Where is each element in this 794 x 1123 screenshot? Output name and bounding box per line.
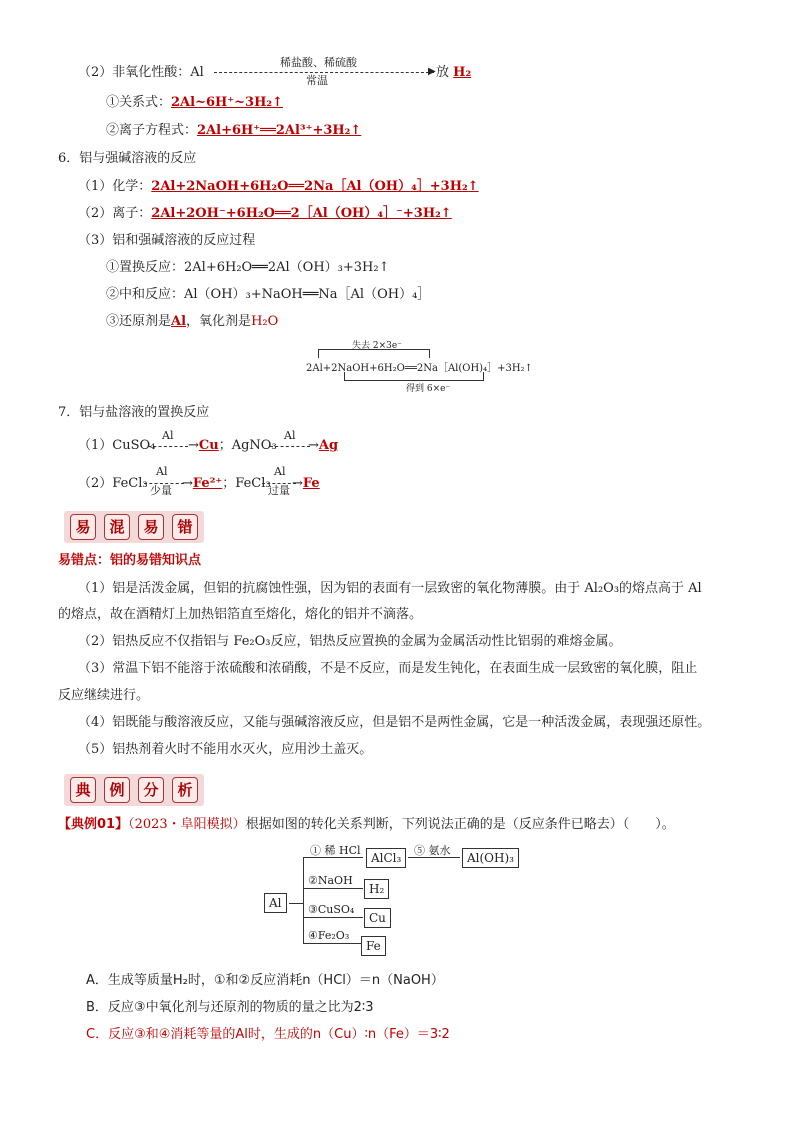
l2-fecl3: （2）FeCl₃ bbox=[78, 476, 148, 491]
l1-b-arrow bbox=[270, 446, 310, 447]
option-a[interactable]: A．生成等质量H₂时，①和②反应消耗n（HCl）＝n（NaOH） bbox=[86, 973, 444, 988]
sec6-title: 6．铝与强碱溶液的反应 bbox=[58, 151, 197, 166]
s2-result-prefix: 放 bbox=[436, 65, 450, 80]
badge1-char-1: 易 bbox=[70, 514, 96, 540]
branch1-label: ① 稀 HCl bbox=[310, 844, 361, 857]
diagram-trunk-v bbox=[303, 857, 304, 943]
s2-arrow-bottom: 常温 bbox=[306, 74, 328, 87]
sec6-ion-label: （2）离子： bbox=[78, 206, 152, 221]
s2-result-value: H₂ bbox=[453, 65, 472, 80]
step3-oxidizer: H₂O bbox=[251, 314, 279, 329]
sec6-ion-value: 2Al+2OH⁻+6H₂O══2［Al（OH）₄］⁻+3H₂↑ bbox=[151, 206, 452, 221]
l2-b-result-wrap: →Fe bbox=[292, 476, 320, 491]
branch4-label: ④Fe₂O₃ bbox=[308, 929, 350, 942]
s2-result bbox=[436, 64, 471, 82]
step3-reducer: Al bbox=[171, 314, 187, 329]
badge-example-analysis bbox=[64, 774, 204, 806]
diagram-trunk-h bbox=[289, 903, 303, 904]
l1-a-result-wrap: →Cu；AgNO₃ bbox=[188, 438, 277, 453]
badge1-char-3: 易 bbox=[138, 514, 164, 540]
example-question bbox=[58, 816, 675, 834]
badge1-char-4: 错 bbox=[172, 514, 198, 540]
sec7-line1 bbox=[78, 437, 155, 455]
diagram-top-label: 失去 2×3e⁻ bbox=[352, 341, 402, 351]
example-tag: 【典例01】 bbox=[58, 817, 129, 832]
branch2-product: H₂ bbox=[364, 879, 389, 899]
l1-b-arrow-label: Al bbox=[284, 429, 296, 442]
branch3-line bbox=[303, 917, 363, 918]
sec6-step3 bbox=[106, 313, 278, 331]
s2-line bbox=[78, 64, 204, 82]
branch1-next-label: ⑤ 氨水 bbox=[414, 844, 451, 857]
example-question-text: 根据如图的转化关系判断，下列说法正确的是（反应条件已略去）（ ）。 bbox=[245, 817, 675, 832]
errors-p1a: （1）铝是活泼金属，但铝的抗腐蚀性强，因为铝的表面有一层致密的氧化物薄膜。由于 Al₂O₃的熔点高于 Al bbox=[78, 581, 702, 596]
errors-p3b: 反应继续进行。 bbox=[58, 688, 150, 703]
branch1-product: AlCl₃ bbox=[366, 848, 406, 868]
l1-cuso4: （1）CuSO₄ bbox=[78, 438, 156, 453]
badge-easy-mistake bbox=[64, 511, 204, 543]
s2-arrow-head: ▶ bbox=[428, 66, 436, 77]
errors-p3a: （3）常温下铝不能溶于浓硫酸和浓硝酸，不是不反应，而是发生钝化，在表面生成一层致密的氧化膜，阻止 bbox=[78, 661, 698, 676]
branch4-line bbox=[303, 943, 361, 944]
l2-a-bot: 少量 bbox=[150, 484, 172, 497]
sec6-ion bbox=[78, 205, 452, 223]
option-c[interactable]: C．反应③和④消耗等量的Al时，生成的n（Cu）∶n（Fe）＝3∶2 bbox=[86, 1027, 450, 1042]
branch4-product: Fe bbox=[361, 936, 386, 956]
errors-p5: （5）铝热剂着火时不能用水灭火，应用沙土盖灭。 bbox=[78, 742, 373, 757]
l2-a-result: Fe²⁺ bbox=[192, 476, 223, 491]
errors-p1b: 的熔点，故在酒精灯上加热铝箔直至熔化，熔化的铝并不滴落。 bbox=[58, 607, 423, 622]
step3-prefix: ③还原剂是 bbox=[106, 314, 172, 329]
relation-label: ①关系式： bbox=[106, 95, 172, 110]
sec6-chem-label: （1）化学： bbox=[78, 179, 152, 194]
sec7-title: 7．铝与盐溶液的置换反应 bbox=[58, 405, 210, 420]
l2-a-result-wrap: →Fe²⁺；FeCl₃ bbox=[182, 476, 271, 491]
diagram-bottom-bracket bbox=[344, 372, 484, 381]
ion-value: 2Al+6H⁺══2Al³⁺+3H₂↑ bbox=[197, 123, 362, 138]
l2-b-result: Fe bbox=[302, 476, 320, 491]
badge2-char-3: 分 bbox=[138, 777, 164, 803]
branch3-label: ③CuSO₄ bbox=[308, 903, 355, 916]
l1-b-result: Ag bbox=[318, 438, 339, 453]
branch3-product: Cu bbox=[364, 908, 391, 928]
badge2-char-4: 析 bbox=[172, 777, 198, 803]
relation-line bbox=[106, 94, 283, 112]
ion-label: ②离子方程式： bbox=[106, 123, 198, 138]
l1-agno3: ；AgNO₃ bbox=[218, 438, 277, 453]
errors-p2: （2）铝热反应不仅指铝与 Fe₂O₃反应，铝热反应置换的金属为金属活动性比铝弱的难熔金属。 bbox=[78, 634, 622, 649]
l1-a-arrow-label: Al bbox=[162, 429, 174, 442]
l2-b-bot: 过量 bbox=[268, 484, 290, 497]
sec6-step2: ②中和反应：Al（OH）₃+NaOH══Na［Al（OH）₄］ bbox=[106, 287, 431, 302]
badge1-char-2: 混 bbox=[104, 514, 130, 540]
option-b[interactable]: B．反应③中氧化剂与还原剂的物质的量之比为2∶3 bbox=[86, 1000, 374, 1015]
l2-b-top: Al bbox=[274, 465, 286, 478]
step3-mid: ，氧化剂是 bbox=[186, 314, 252, 329]
s2-label: （2）非氧化性酸：Al bbox=[78, 65, 204, 80]
badge2-char-2: 例 bbox=[104, 777, 130, 803]
errors-p4: （4）铝既能与酸溶液反应，又能与强碱溶液反应，但是铝不是两性金属，它是一种活泼金属，表现强还原性。 bbox=[78, 715, 711, 730]
ion-line bbox=[106, 122, 361, 140]
sec6-process: （3）铝和强碱溶液的反应过程 bbox=[78, 233, 256, 248]
sec6-chem bbox=[78, 178, 479, 196]
branch2-label: ②NaOH bbox=[308, 874, 353, 887]
l1-a-result: Cu bbox=[198, 438, 219, 453]
branch2-line bbox=[303, 888, 363, 889]
l1-b-result-wrap: →Ag bbox=[308, 438, 339, 453]
l2-fecl3-b: ；FeCl₃ bbox=[222, 476, 271, 491]
l2-a-top: Al bbox=[156, 465, 168, 478]
errors-heading: 易错点：铝的易错知识点 bbox=[58, 553, 202, 568]
diagram-equation: 2Al+2NaOH+6H₂O══2Na［Al(OH)₄］+3H₂↑ bbox=[306, 363, 533, 374]
relation-value: 2Al~6H⁺~3H₂↑ bbox=[171, 95, 283, 110]
s2-arrow-top: 稀盐酸、稀硫酸 bbox=[280, 56, 357, 69]
diagram-top-bracket bbox=[318, 349, 430, 358]
branch1-next-product: Al(OH)₃ bbox=[462, 848, 519, 868]
sec6-chem-value: 2Al+2NaOH+6H₂O══2Na［Al（OH）₄］+3H₂↑ bbox=[151, 179, 479, 194]
badge2-char-1: 典 bbox=[70, 777, 96, 803]
diagram-al-box: Al bbox=[264, 893, 287, 913]
sec6-step1: ①置换反应：2Al+6H₂O══2Al（OH）₃+3H₂↑ bbox=[106, 260, 390, 275]
l1-a-arrow bbox=[148, 446, 188, 447]
sec7-line2 bbox=[78, 475, 148, 493]
example-source: （2023・阜阳模拟） bbox=[128, 817, 246, 832]
diagram-bottom-label: 得到 6×e⁻ bbox=[406, 384, 451, 394]
